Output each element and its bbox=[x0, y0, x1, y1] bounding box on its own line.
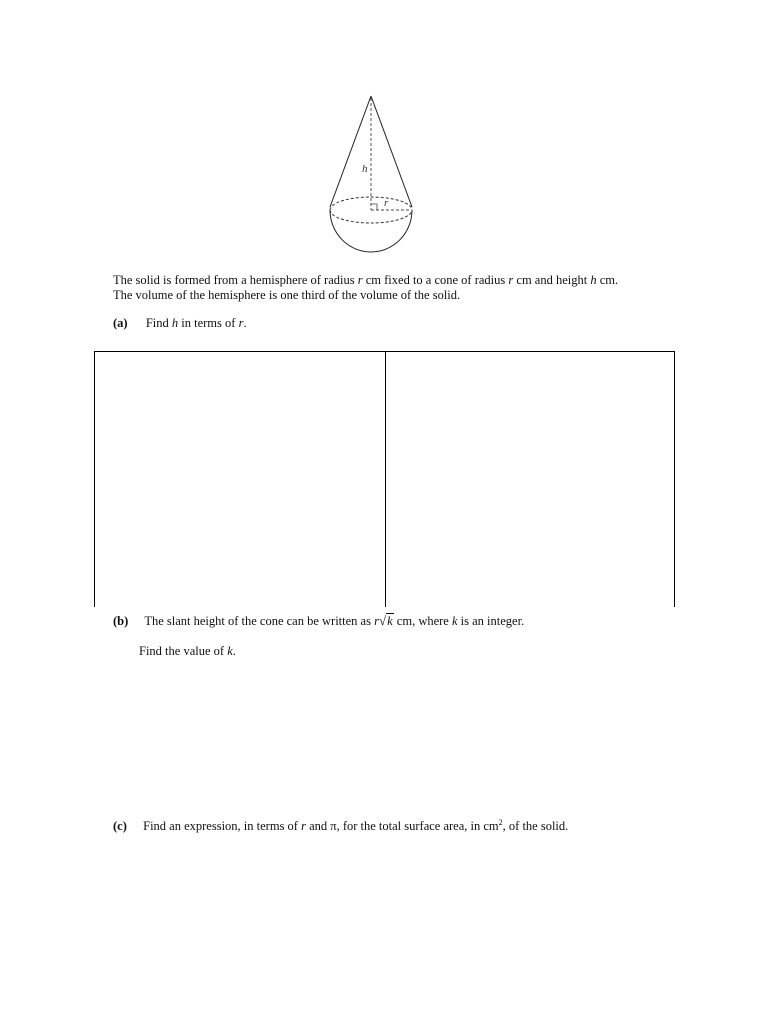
cone-right-side bbox=[371, 96, 412, 207]
right-angle-marker bbox=[371, 204, 377, 210]
cone-hemisphere-diagram bbox=[0, 0, 768, 270]
cone-left-side bbox=[330, 96, 371, 207]
part-b-instruction: Find the value of k. bbox=[139, 644, 236, 658]
hemisphere bbox=[330, 210, 412, 252]
label-h: h bbox=[362, 163, 368, 175]
part-b-label: (b) bbox=[113, 614, 129, 628]
label-r: r bbox=[384, 197, 389, 209]
answer-box-left[interactable] bbox=[94, 351, 386, 607]
intro-line-1: The solid is formed from a hemisphere of radius r cm fixed to a cone of radius r cm and height h cm. bbox=[113, 273, 619, 287]
intro-line-2: The volume of the hemisphere is one third of the volume of the solid. bbox=[113, 288, 461, 302]
part-c-question: (c) Find an expression, in terms of r and π, for the total surface area, in $cm^2$, of the solid. bbox=[113, 817, 569, 833]
part-a-question: (a) Find h in terms of r. bbox=[113, 316, 247, 330]
square-root: √k bbox=[378, 613, 393, 628]
part-b-question: (b) The slant height of the cone can be written as r√k cm, where k is an integer. bbox=[113, 613, 525, 628]
part-c-label: (c) bbox=[113, 819, 127, 833]
ellipse-front bbox=[330, 210, 412, 223]
answer-box-right[interactable] bbox=[384, 351, 675, 607]
part-a-label: (a) bbox=[113, 316, 128, 330]
